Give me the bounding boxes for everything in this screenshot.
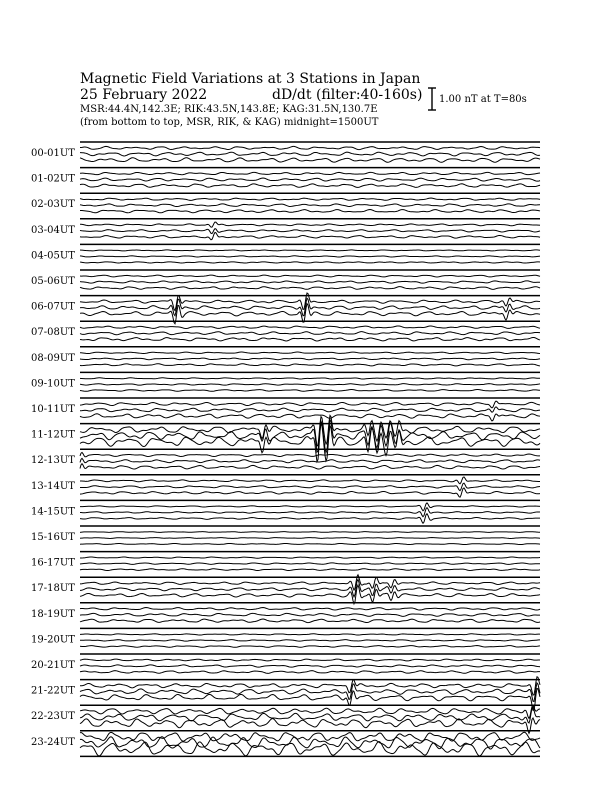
trace-msr <box>80 146 540 149</box>
trace-msr <box>80 732 540 741</box>
hour-row-label: 11-12UT <box>31 429 75 441</box>
trace-kag <box>80 337 540 341</box>
trace-rik <box>80 707 540 723</box>
hour-row <box>31 654 540 673</box>
trace-msr <box>80 705 540 718</box>
trace-msr <box>80 532 540 533</box>
trace-rik <box>80 358 540 360</box>
scale-bar <box>428 88 436 110</box>
trace-rik <box>80 229 540 234</box>
hour-row-label: 15-16UT <box>31 532 75 543</box>
trace-rik <box>80 665 540 667</box>
trace-kag <box>80 389 540 391</box>
trace-kag <box>80 619 540 623</box>
trace-msr <box>80 326 540 329</box>
trace-msr <box>80 378 540 379</box>
hour-row <box>31 705 540 733</box>
trace-msr <box>80 401 540 408</box>
hour-row <box>31 219 540 240</box>
hour-row-label: 02-03UT <box>31 199 75 211</box>
trace-kag <box>80 671 540 674</box>
hour-row-label: 23-24UT <box>31 736 75 748</box>
trace-kag <box>80 646 540 648</box>
hour-row-label: 00-01UT <box>31 148 75 159</box>
trace-msr <box>80 222 540 227</box>
hour-row <box>31 500 540 523</box>
hour-row-label: 06-07UT <box>31 301 75 313</box>
hour-row <box>31 321 540 341</box>
hour-row <box>31 193 540 213</box>
trace-rik <box>80 204 540 207</box>
hour-row-label: 07-08UT <box>31 327 75 339</box>
scale-bar-label: 1.00 nT at T=80s <box>439 94 527 105</box>
hour-row <box>31 628 540 647</box>
hour-row-label: 22-23UT <box>31 711 75 723</box>
hour-row <box>31 372 540 391</box>
hour-row-label: 19-20UT <box>31 634 75 646</box>
trace-msr <box>80 503 540 511</box>
hour-row <box>31 526 540 545</box>
trace-rik <box>80 384 540 386</box>
trace-rik <box>80 483 540 490</box>
trace-kag <box>80 742 540 756</box>
trace-kag <box>80 569 540 571</box>
hour-row <box>31 168 540 188</box>
trace-kag <box>80 158 540 163</box>
hour-row-label: 13-14UT <box>31 480 75 492</box>
trace-rik <box>80 563 540 565</box>
trace-kag <box>80 488 540 497</box>
hour-row-label: 17-18UT <box>31 583 75 595</box>
hour-row <box>31 731 540 756</box>
trace-rik <box>80 178 540 181</box>
chart-title: Magnetic Field Variations at 3 Stations in Japan <box>80 71 421 87</box>
hour-row-label: 14-15UT <box>31 506 75 518</box>
station-order-note: (from bottom to top, MSR, RIK, & KAG) midnight=1500UT <box>80 117 379 128</box>
trace-rik <box>80 256 540 257</box>
trace-kag <box>80 364 540 366</box>
trace-msr <box>80 172 540 174</box>
hour-row-label: 16-17UT <box>31 557 75 569</box>
trace-rik <box>80 458 540 462</box>
hour-row-label: 18-19UT <box>31 608 75 620</box>
hour-row <box>31 293 540 324</box>
trace-msr <box>80 352 540 353</box>
trace-kag <box>80 232 540 239</box>
trace-msr <box>80 250 540 251</box>
trace-kag <box>80 262 540 263</box>
hour-row <box>31 575 540 604</box>
hour-row <box>31 347 540 366</box>
trace-msr <box>80 659 540 661</box>
hour-row <box>31 398 540 421</box>
trace-msr <box>80 275 540 277</box>
trace-kag <box>80 464 540 469</box>
hour-row <box>31 270 540 289</box>
trace-msr <box>80 608 540 611</box>
station-coordinates: MSR:44.4N,142.3E; RIK:43.5N,143.8E; KAG:31.5N,130.7E <box>80 104 378 115</box>
hour-row-label: 04-05UT <box>31 250 75 262</box>
hour-row-label: 12-13UT <box>31 455 75 467</box>
trace-rik <box>80 538 540 539</box>
trace-msr <box>80 477 540 484</box>
chart-date: 25 February 2022 <box>80 87 208 103</box>
hour-row-label: 10-11UT <box>31 404 75 415</box>
hour-row <box>31 449 540 469</box>
trace-kag <box>80 543 540 544</box>
trace-msr <box>80 198 540 200</box>
trace-msr <box>80 634 540 635</box>
hour-row-label: 03-04UT <box>31 224 75 236</box>
hour-row-label: 20-21UT <box>31 660 75 671</box>
trace-rik <box>80 152 540 156</box>
trace-rik <box>80 420 540 453</box>
hour-row <box>31 142 540 162</box>
trace-kag <box>80 210 540 213</box>
hour-row <box>31 475 540 497</box>
trace-rik <box>80 332 540 335</box>
hour-row-label: 08-09UT <box>31 352 75 364</box>
chart-quantity: dD/dt (filter:40-160s) <box>272 87 423 103</box>
hour-row <box>31 244 540 263</box>
trace-kag <box>80 287 540 290</box>
trace-kag <box>80 184 540 188</box>
trace-rik <box>80 508 540 517</box>
hour-row <box>31 603 540 623</box>
trace-rik <box>80 579 540 597</box>
trace-msr <box>80 557 540 558</box>
hour-row-label: 21-22UT <box>31 685 75 697</box>
trace-msr <box>80 452 540 456</box>
trace-rik <box>80 640 540 642</box>
trace-kag <box>80 414 540 421</box>
hour-row <box>31 552 540 571</box>
hour-row-label: 09-10UT <box>31 378 75 390</box>
trace-rik <box>80 281 540 283</box>
hour-row-label: 05-06UT <box>31 276 75 287</box>
trace-rik <box>80 407 540 412</box>
trace-rik <box>80 613 540 616</box>
hour-row-label: 01-02UT <box>31 173 75 185</box>
trace-kag <box>80 514 540 524</box>
